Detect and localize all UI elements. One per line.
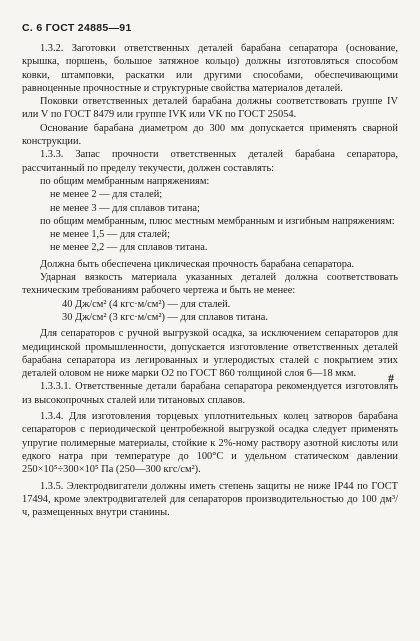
paragraph-1-3-4: 1.3.4. Для изготовления торцевых уплотнительных колец затворов барабана сепараторов с периодической центробежной выгрузкой осадка следует применять упругие полимерные материалы, стойкие к 2%-ному раствору азотной кислоты или едкого натра при температуре до 100°С и удельном статическом давлении 250×10⁵÷300×10⁵ Па (250—300 кгс/см²). — [22, 411, 398, 476]
list-heading-membrane: по общим мембранным напряжениям: — [40, 175, 210, 187]
paragraph-1-3-3-1: 1.3.3.1. Ответственные детали барабана сепаратора рекомендуется изготовлять из высокопрочных сталей или титановых сплавов. — [22, 381, 398, 406]
paragraph-manual-unloading: Для сепараторов с ручной выгрузкой осадка, за исключением сепараторов для медицинской промышленности, допускается изготовление ответственных деталей барабана сепаратора из легированных и углеродистых сталей с покрытием этих деталей оловом не ниже марки О2 по ГОСТ 860 толщиной слоя 6—18 мкм. — [22, 328, 398, 380]
paragraph-forgings: Поковки ответственных деталей барабана должны соответствовать группе IV или V по ГОСТ 8479 или группе IVК или VК по ГОСТ 25054. — [22, 96, 398, 121]
paragraph-1-3-5: 1.3.5. Электродвигатели должны иметь степень защиты не ниже IP44 по ГОСТ 17494, кроме электродвигателей для сепараторов производительностью до 100 дм³/ч, размещенных внутри станины. — [22, 480, 398, 519]
list-item-titanium-3: не менее 3 — для сплавов титана; — [50, 202, 200, 214]
paragraph-1-3-2: 1.3.2. Заготовки ответственных деталей барабана сепаратора (основание, крышка, поршень, большое затяжное кольцо) должны изготовляться способом ковки, штамповки, раскатки или другими способами, обеспечивающими равноценные прочностные и структурные свойства материалов деталей. — [22, 43, 398, 94]
paragraph-impact-strength: Ударная вязкость материала указанных деталей должна соответствовать техническим требованиям рабочего чертежа и быть не менее: — [22, 272, 398, 297]
page-header: С. 6 ГОСТ 24885—91 — [22, 22, 132, 34]
list-item-impact-titanium: 30 Дж/см² (3 кгс·м/см²) — для сплавов титана. — [62, 311, 268, 323]
paragraph-cyclic-strength: Должна быть обеспечена циклическая прочность барабана сепаратора. — [40, 258, 355, 270]
margin-mark: # — [388, 371, 394, 385]
list-item-titanium-2-2: не менее 2,2 — для сплавов титана. — [50, 242, 208, 254]
paragraph-base-welded: Основание барабана диаметром до 300 мм допускается применять сварной конструкции. — [22, 122, 398, 148]
list-heading-bending: по общим мембранным, плюс местным мембранным и изгибным напряжениям: — [40, 215, 395, 227]
list-item-steel-2: не менее 2 — для сталей; — [50, 189, 163, 201]
list-item-impact-steel: 40 Дж/см² (4 кгс·м/см²) — для сталей. — [62, 298, 231, 310]
paragraph-1-3-3: 1.3.3. Запас прочности ответственных деталей барабана сепаратора, рассчитанный по пределу текучести, должен составлять: — [22, 149, 398, 174]
list-item-steel-1-5: не менее 1,5 — для сталей; — [50, 229, 170, 241]
